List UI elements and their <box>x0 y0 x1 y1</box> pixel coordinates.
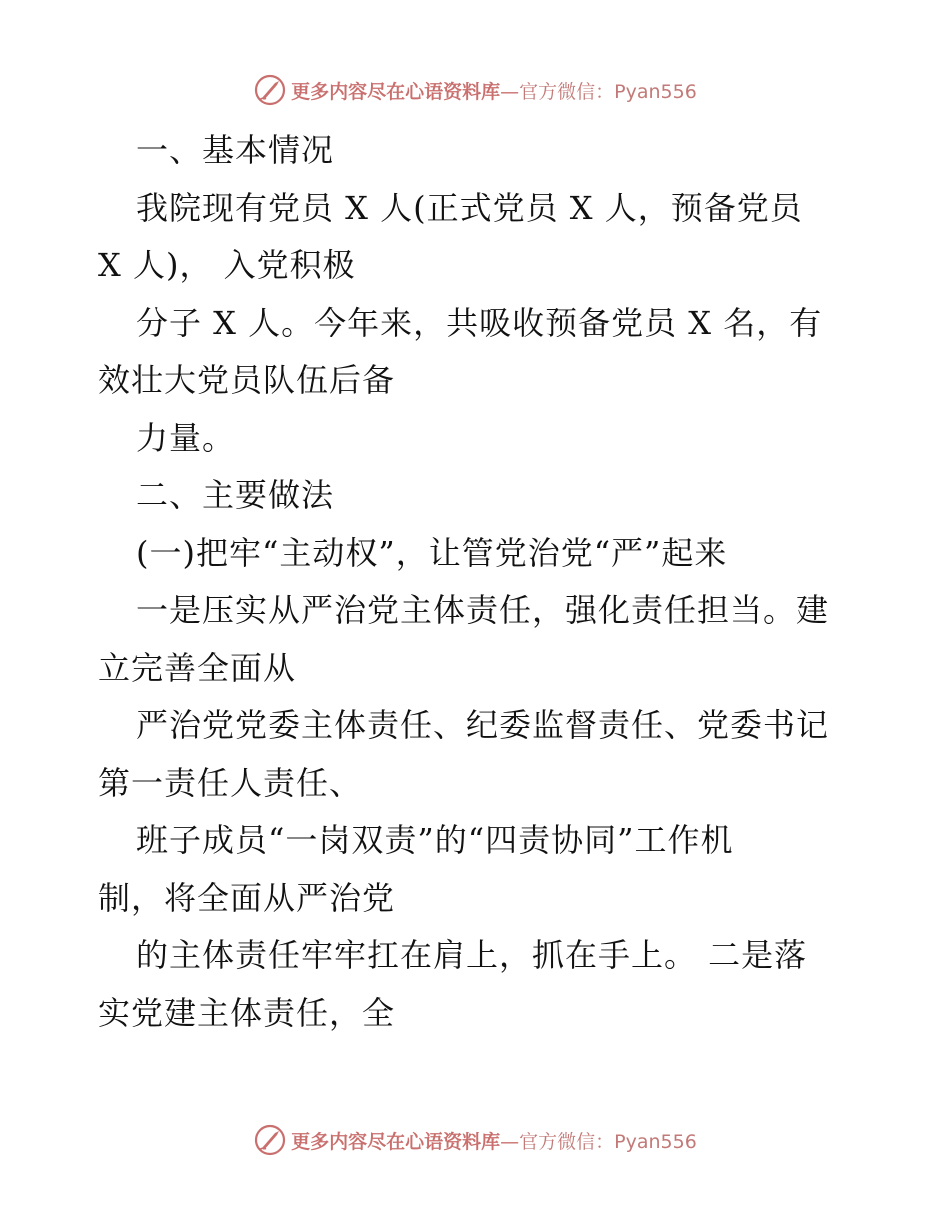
watermark-wechat-text: 官方微信：Pyan556 <box>519 1130 697 1153</box>
body-line: 制，将全面从严治党 <box>98 878 396 917</box>
body-line: 二、主要做法 <box>136 476 335 514</box>
document-body <box>98 122 858 1042</box>
body-line: X 人)， 入党积极 <box>98 246 356 284</box>
body-line: 一是压实从严治党主体责任，强化责任担当。建 <box>136 591 830 629</box>
watermark-wechat-text: 官方微信：Pyan556 <box>519 80 697 103</box>
watermark-dash: — <box>500 80 520 103</box>
body-line: 我院现有党员 X 人(正式党员 X 人，预备党员 <box>136 188 803 227</box>
body-line: 的主体责任牢牢扛在肩上，抓在手上。 二是落 <box>136 936 808 974</box>
quill-logo-icon <box>253 1123 287 1157</box>
body-line: 严治党党委主体责任、纪委监督责任、党委书记 <box>136 706 830 744</box>
watermark-site-text: 更多内容尽在心语资料库 <box>291 1130 501 1153</box>
body-line: 实党建主体责任，全 <box>98 993 396 1032</box>
watermark-header <box>0 70 950 110</box>
body-line: 效壮大党员队伍后备 <box>98 361 396 399</box>
watermark-site-text: 更多内容尽在心语资料库 <box>291 80 501 103</box>
watermark-dash: — <box>500 1130 520 1153</box>
watermark-footer <box>0 1120 950 1160</box>
body-line: 班子成员“一岗双责”的“四责协同”工作机 <box>136 821 734 859</box>
body-line: 第一责任人责任、 <box>98 763 363 802</box>
watermark-text <box>291 77 697 104</box>
body-line: (一)把牢“主动权”，让管党治党“严”起来 <box>136 533 728 572</box>
watermark-text <box>291 1127 697 1154</box>
body-line: 立完善全面从 <box>98 648 297 687</box>
body-line: 一、基本情况 <box>136 131 335 169</box>
body-line: 分子 X 人。今年来，共吸收预备党员 X 名，有 <box>136 303 823 342</box>
quill-logo-icon <box>253 73 287 107</box>
body-line: 力量。 <box>136 418 236 457</box>
